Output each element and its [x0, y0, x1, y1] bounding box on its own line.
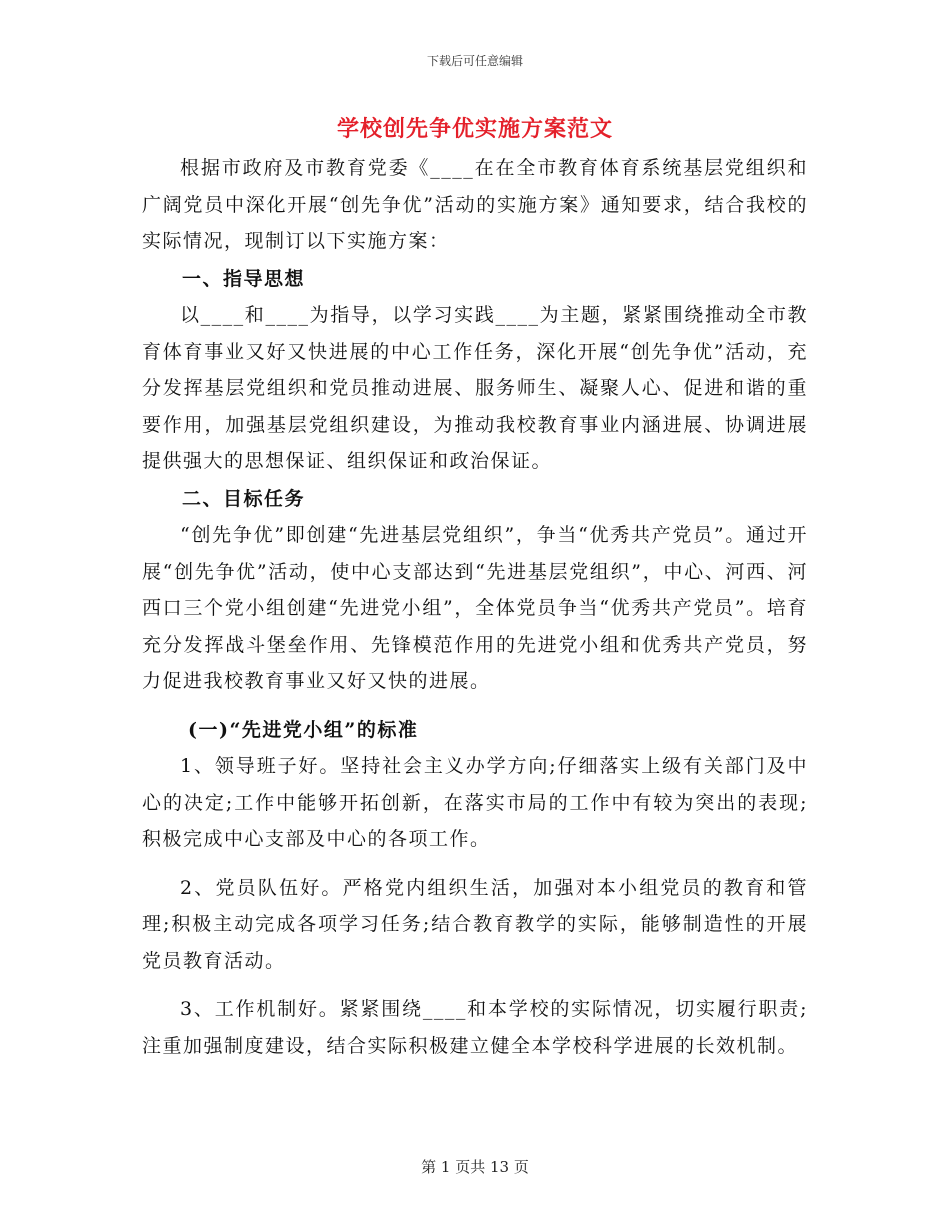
- standard-item: [142, 991, 808, 1064]
- intro-paragraph: 根据市政府及市教育党委《____在在全市教育体育系统基层党组织和广阔党员中深化开展“创先争优”活动的实施方案》通知要求，结合我校的实际情况，现制订以下实施方案：: [142, 157, 808, 252]
- section-paragraph: “创先争优”即创建“先进基层党组织”，争当“优秀共产党员”。通过开展“创先争优”活动，使中心支部达到“先进基层党组织”，中心、河西、河西口三个党小组创建“先进党小组”，全体党员争当“优秀共产党员”。培育充分发挥战斗堡垒作用、先锋模范作用的先进党小组和优秀共产党员，努力促进我校教育事业又好又快的进展。: [142, 524, 808, 692]
- standard-item-text: 党员队伍好。严格党内组织生活，加强对本小组党员的教育和管理;积极主动完成各项学习任务;结合教育教学的实际，能够制造性的开展党员教育活动。: [142, 876, 808, 972]
- section-paragraph: 以____和____为指导，以学习实践____为主题，紧紧围绕推动全市教育体育事业又好又快进展的中心工作任务，深化开展“创先争优”活动，充分发挥基层党组织和党员推动进展、服务师生、凝聚人心、促进和谐的重要作用，加强基层党组织建设，为推动我校教育事业内涵进展、协调进展提供强大的思想保证、组织保证和政治保证。: [142, 304, 808, 472]
- standard-item-text: 工作机制好。紧紧围绕____和本学校的实际情况，切实履行职责;注重加强制度建设，结合实际积极建立健全本学校科学进展的长效机制。: [142, 998, 809, 1057]
- standard-item: [142, 870, 808, 980]
- standard-item: [142, 748, 808, 858]
- document-body: [142, 150, 808, 1064]
- standard-item-label: 2、: [180, 876, 216, 899]
- document-title: 学校创先争优实施方案范文: [336, 116, 613, 142]
- subsection-heading: (一)“先进党小组”的标准: [188, 718, 419, 741]
- standard-item-label: 3、: [180, 998, 215, 1020]
- page-footer: 第 1 页共 13 页: [421, 1158, 529, 1176]
- standard-item-label: 1、: [180, 755, 215, 777]
- section-heading: 二、目标任务: [182, 487, 306, 510]
- section-heading: 一、指导思想: [182, 267, 306, 290]
- standard-item-text: 领导班子好。坚持社会主义办学方向;仔细落实上级有关部门及中心的决定;工作中能够开拓创新，在落实市局的工作中有较为突出的表现;积极完成中心支部及中心的各项工作。: [142, 755, 808, 850]
- header-note: 下载后可任意编辑: [426, 54, 523, 68]
